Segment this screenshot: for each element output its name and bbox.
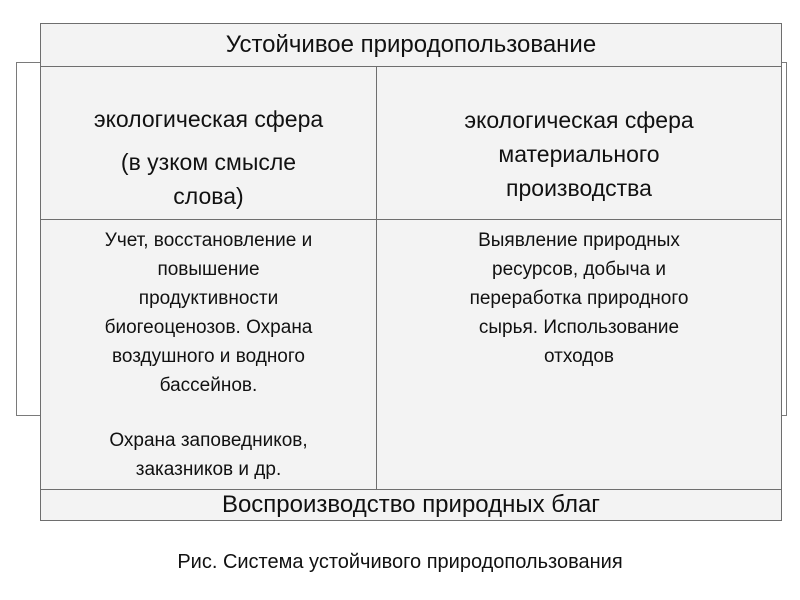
diagram-table [40, 23, 782, 521]
right-body-text: Выявление природных ресурсов, добыча и переработка природного сырья. Использование отходов [469, 230, 689, 367]
body-row [41, 220, 781, 490]
left-header-cell [41, 67, 377, 219]
diagram-footer: Воспроизводство природных благ [221, 491, 601, 518]
right-header-text: экологическая сфера материального производства [464, 107, 694, 201]
left-header-line2: (в узком смысле слова) [120, 149, 297, 209]
diagram-title: Устойчивое природопользование [225, 31, 597, 58]
header-row [41, 67, 781, 220]
diagram-title-row [41, 24, 781, 67]
right-body-cell [377, 220, 781, 489]
left-bracket [16, 62, 41, 416]
left-body-paragraph1: Учет, восстановление и повышение продуктивности биогеоценозов. Охрана воздушного и водного бассейнов. [104, 230, 313, 396]
right-header-cell [377, 67, 781, 219]
footer-row [41, 490, 781, 520]
left-body-paragraph2: Охрана заповедников, заказников и др. [109, 430, 308, 480]
left-body-cell [41, 220, 377, 489]
figure-caption: Рис. Система устойчивого природопользования [177, 551, 623, 573]
left-header-line1: экологическая сфера [93, 106, 324, 132]
